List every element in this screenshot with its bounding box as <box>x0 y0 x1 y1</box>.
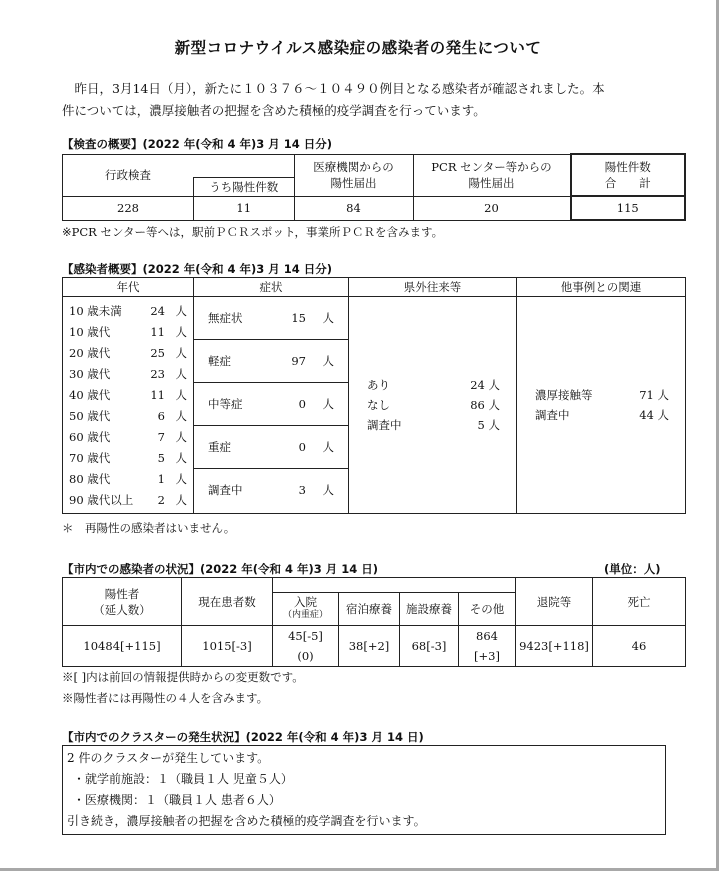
val-pcr: 20 <box>413 196 571 220</box>
symptom-value: 0 <box>298 397 306 411</box>
symptom-unit: 人 <box>322 354 334 368</box>
age-label: 90 歳代以上 <box>69 492 134 507</box>
age-label: 40 歳代 <box>69 387 111 402</box>
age-unit: 人 <box>175 345 187 360</box>
city-table <box>62 577 686 667</box>
hdr-positive-of: うち陽性件数 <box>194 177 295 196</box>
hdr-medical: 医療機関からの 陽性届出 <box>294 154 413 196</box>
infected-note: ＊ 再陽性の感染者はいません。 <box>62 521 236 535</box>
relation-value: 44 人 <box>639 408 669 422</box>
symptom-row <box>194 297 348 340</box>
age-unit: 人 <box>175 471 187 486</box>
hdr-age: 年代 <box>63 278 194 297</box>
val-other: 864 [+3] <box>459 626 516 667</box>
age-row <box>69 489 187 510</box>
cluster-line: 引き続き，濃厚接触者の把握を含めた積極的疫学調査を行います。 <box>67 814 426 828</box>
symptom-label: 無症状 <box>208 311 243 325</box>
symptom-label: 中等症 <box>208 397 243 411</box>
testing-heading: 【検査の概要】(2022 年(令和 4 年)3 月 14 日分) <box>62 137 333 151</box>
symptom-list <box>194 297 349 514</box>
city-note-1: ※[ ]内は前回の情報提供時からの変更数です。 <box>62 670 304 684</box>
relation-row <box>517 405 685 425</box>
age-value: 6 <box>157 408 165 423</box>
age-row <box>69 321 187 342</box>
symptom-row <box>194 426 348 469</box>
val-positive: 10484[+115] <box>63 626 182 667</box>
symptom-label: 調査中 <box>208 483 243 497</box>
unit-label: (単位：人) <box>604 562 661 576</box>
age-label: 10 歳代 <box>69 324 111 339</box>
cluster-box <box>62 745 666 835</box>
age-value: 1 <box>157 471 165 486</box>
relation-label: 濃厚接触等 <box>535 388 593 402</box>
symptom-unit: 人 <box>322 483 334 497</box>
hdr-total: 陽性件数 合 計 <box>571 154 686 196</box>
age-unit: 人 <box>175 324 187 339</box>
hdr-hotel: 宿泊療養 <box>339 593 400 626</box>
travel-value: 24 人 <box>470 378 500 392</box>
city-heading: 【市内での感染者の状況】(2022 年(令和 4 年)3 月 14 日) <box>62 562 379 576</box>
hdr-other: その他 <box>459 593 516 626</box>
cluster-line: ・就学前施設：１（職員１人 児童５人） <box>73 772 293 786</box>
symptom-value: 15 <box>291 311 306 325</box>
hdr-death: 死亡 <box>593 578 686 626</box>
val-medical: 84 <box>294 196 413 220</box>
age-label: 80 歳代 <box>69 471 111 486</box>
hdr-current: 現在患者数 <box>182 578 273 626</box>
val-hospital: 45[-5] (0) <box>273 626 339 667</box>
age-row <box>69 300 187 321</box>
age-value: 25 <box>150 345 165 360</box>
hdr-facility: 施設療養 <box>400 593 459 626</box>
val-current: 1015[-3] <box>182 626 273 667</box>
age-row <box>69 447 187 468</box>
age-unit: 人 <box>175 387 187 402</box>
hdr-travel: 県外往来等 <box>349 278 517 297</box>
cluster-heading: 【市内でのクラスターの発生状況】(2022 年(令和 4 年)3 月 14 日) <box>62 730 424 744</box>
age-row <box>69 384 187 405</box>
relation-label: 調査中 <box>535 408 570 422</box>
symptom-label: 軽症 <box>208 354 231 368</box>
val-hotel: 38[+2] <box>339 626 400 667</box>
age-row <box>69 405 187 426</box>
age-label: 70 歳代 <box>69 450 111 465</box>
symptom-row <box>194 340 348 383</box>
age-value: 11 <box>150 324 165 339</box>
relation-list <box>517 297 686 514</box>
age-unit: 人 <box>175 492 187 507</box>
relation-value: 71 人 <box>639 388 669 402</box>
age-unit: 人 <box>175 450 187 465</box>
age-label: 20 歳代 <box>69 345 111 360</box>
age-unit: 人 <box>175 366 187 381</box>
infected-heading: 【感染者概要】(2022 年(令和 4 年)3 月 14 日分) <box>62 262 333 276</box>
age-value: 7 <box>157 429 165 444</box>
val-facility: 68[-3] <box>400 626 459 667</box>
hdr-relation: 他事例との関連 <box>517 278 686 297</box>
val-positive-of: 11 <box>194 196 295 220</box>
symptom-value: 97 <box>291 354 306 368</box>
infected-table <box>62 277 686 514</box>
age-unit: 人 <box>175 303 187 318</box>
age-row <box>69 342 187 363</box>
symptom-unit: 人 <box>322 311 334 325</box>
age-label: 30 歳代 <box>69 366 111 381</box>
travel-label: なし <box>367 398 390 412</box>
age-unit: 人 <box>175 408 187 423</box>
cluster-line: ・医療機関：１（職員１人 患者６人） <box>73 793 281 807</box>
city-note-2: ※陽性者には再陽性の４人を含みます。 <box>62 691 269 705</box>
symptom-label: 重症 <box>208 440 231 454</box>
age-row <box>69 426 187 447</box>
age-value: 11 <box>150 387 165 402</box>
intro-line-1: 昨日，3月14日（月），新たに１０３７６～１０４９０例目となる感染者が確認されました。本 <box>74 81 605 96</box>
testing-table <box>62 153 686 221</box>
val-admin: 228 <box>63 196 194 220</box>
travel-label: あり <box>367 378 390 392</box>
age-value: 23 <box>150 366 165 381</box>
age-row <box>69 363 187 384</box>
cluster-line: 2 件のクラスターが発生しています。 <box>67 751 270 765</box>
age-list <box>63 297 194 514</box>
travel-row <box>349 395 516 415</box>
travel-value: 5 人 <box>477 418 500 432</box>
travel-row <box>349 375 516 395</box>
val-death: 46 <box>593 626 686 667</box>
hdr-positive: 陽性者 （延人数） <box>63 578 182 626</box>
relation-row <box>517 385 685 405</box>
age-value: 5 <box>157 450 165 465</box>
hdr-admin: 行政検査 <box>63 154 194 196</box>
symptom-value: 3 <box>298 483 306 497</box>
intro-line-2: 件については，濃厚接触者の把握を含めた積極的疫学調査を行っています。 <box>62 103 486 118</box>
symptom-row <box>194 383 348 426</box>
symptom-value: 0 <box>298 440 306 454</box>
testing-note: ※PCR センター等へは，駅前ＰＣＲスポット，事業所ＰＣＲを含みます。 <box>62 225 444 239</box>
symptom-row <box>194 469 348 512</box>
page-title: 新型コロナウイルス感染症の感染者の発生について <box>174 38 542 57</box>
val-total: 115 <box>571 196 686 220</box>
hdr-symptom: 症状 <box>194 278 349 297</box>
hdr-pcr: PCR センター等からの 陽性届出 <box>413 154 571 196</box>
age-unit: 人 <box>175 429 187 444</box>
travel-list <box>349 297 517 514</box>
age-label: 50 歳代 <box>69 408 111 423</box>
hdr-hospital: 入院 （内重症） <box>273 593 339 626</box>
age-label: 10 歳未満 <box>69 303 122 318</box>
symptom-unit: 人 <box>322 440 334 454</box>
age-value: 2 <box>157 492 165 507</box>
symptom-unit: 人 <box>322 397 334 411</box>
hdr-discharged: 退院等 <box>516 578 593 626</box>
travel-value: 86 人 <box>470 398 500 412</box>
age-value: 24 <box>150 303 165 318</box>
val-discharged: 9423[+118] <box>516 626 593 667</box>
travel-label: 調査中 <box>367 418 402 432</box>
travel-row <box>349 415 516 435</box>
intro-paragraph <box>62 78 662 122</box>
age-label: 60 歳代 <box>69 429 111 444</box>
age-row <box>69 468 187 489</box>
